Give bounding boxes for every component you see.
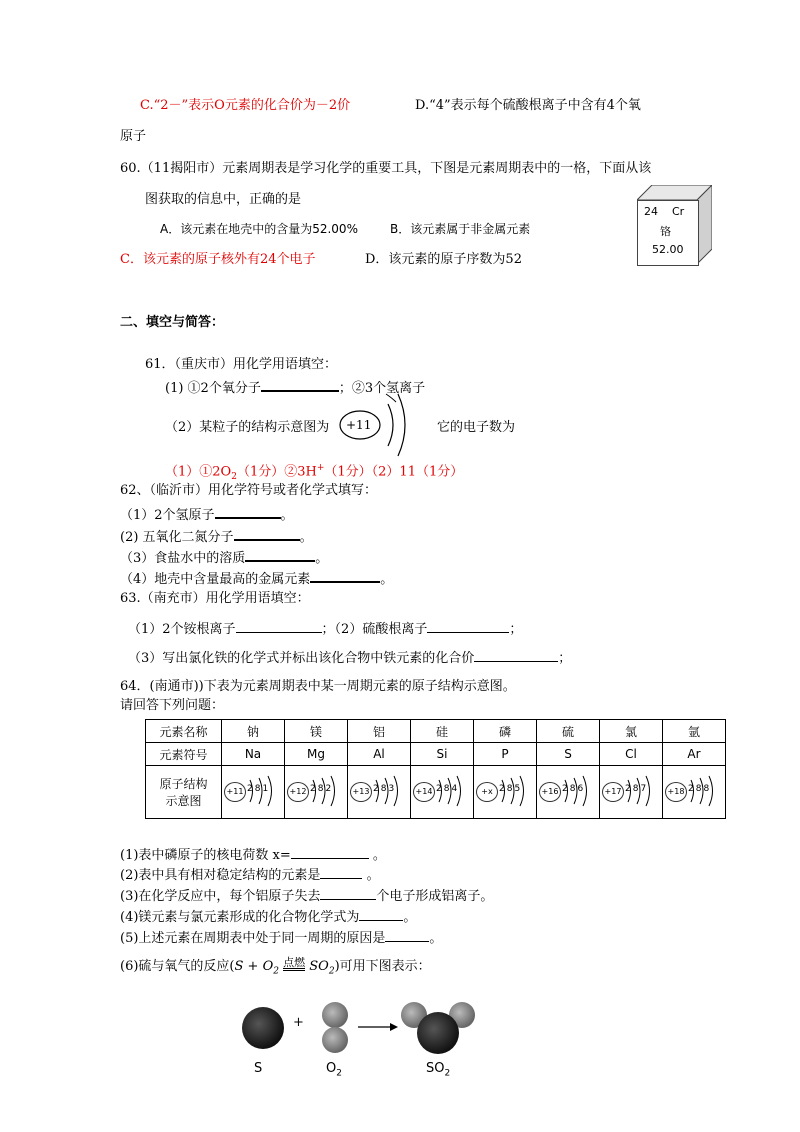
table-cell-name: 铝 — [348, 720, 411, 743]
q59-option-d-cont: 原子 — [120, 129, 147, 144]
eq-condition: 点燃 — [283, 956, 306, 969]
table-cell-symbol: Mg — [285, 743, 348, 766]
q62-blank-1[interactable] — [215, 505, 281, 519]
table-cell-symbol: Ar — [663, 743, 726, 766]
q64-sub1 — [120, 846, 386, 864]
q63-item-2-label: ；（2）硫酸根离子 — [321, 622, 428, 637]
row-label-name: 元素名称 — [146, 720, 222, 743]
q62-item-3-label: （3）食盐水中的溶质 — [120, 551, 246, 566]
table-cell-name: 硅 — [411, 720, 474, 743]
q60-option-a: A．该元素在地壳中的含量为52.00% — [160, 222, 358, 236]
q63-item-1-label: （1）2个铵根离子 — [128, 622, 236, 637]
q64-blank-5[interactable] — [385, 929, 429, 942]
label-o2 — [326, 1061, 342, 1079]
q64-sub3-label: (3)在化学反应中，每个铝原子失去 — [120, 889, 321, 904]
plus-sign: + — [293, 1015, 304, 1030]
q62-item-1-label: （1）2个氢原子 — [120, 508, 215, 523]
row-label-symbol: 元素符号 — [146, 743, 222, 766]
periodic-period-table — [145, 719, 726, 819]
atom-nucleus: +11 — [224, 782, 246, 802]
atom-cell — [222, 766, 285, 819]
q62-blank-3[interactable] — [245, 548, 315, 562]
shell-arcs-icon — [411, 771, 473, 811]
q61-answer-p1: （1）①2O — [165, 464, 232, 480]
q61-sub1-label: (1) ①2个氧分子 — [165, 381, 261, 396]
q63-blank-3[interactable] — [474, 649, 558, 662]
q59-option-d: D.“4”表示每个硫酸根离子中含有4个氧 — [415, 98, 641, 113]
cell-number: 24 — [644, 205, 658, 218]
atom-electrons: 283 — [373, 783, 397, 794]
q61-sub2-label: （2）某粒子的结构示意图为 — [165, 420, 330, 435]
atom-diagram — [663, 771, 725, 811]
q62-item-1 — [120, 505, 294, 524]
q64-sub4 — [120, 908, 416, 926]
q61-title: 61．（重庆市）用化学用语填空： — [145, 357, 338, 372]
q63-item-1 — [128, 620, 522, 638]
molecule-models-icon — [230, 995, 490, 1085]
q62-item-2-label: (2) 五氧化二氮分子 — [120, 530, 234, 545]
table-cell-symbol: Na — [222, 743, 285, 766]
q63-blank-1[interactable] — [236, 620, 322, 633]
q62-end-3: 。 — [315, 551, 329, 566]
q64-sub4-end: 。 — [403, 910, 417, 925]
row-label-structure-1: 原子结构 — [159, 777, 208, 791]
shell-arcs-icon — [537, 771, 599, 811]
eq-product: SO — [309, 959, 329, 974]
q64-blank-3[interactable] — [320, 887, 376, 900]
table-cell-name: 硫 — [537, 720, 600, 743]
q64-sub6-end: )可用下图表示： — [334, 959, 431, 974]
atom-electrons: 287 — [625, 783, 649, 794]
q60-line2: 图获取的信息中，正确的是 — [145, 192, 302, 207]
q62-item-2 — [120, 527, 313, 546]
table-cell-symbol: S — [537, 743, 600, 766]
q64-sub5-end: 。 — [429, 931, 443, 946]
q63-item-2-end: ； — [509, 622, 523, 637]
cell-mass: 52.00 — [652, 243, 684, 256]
table-cell-name: 镁 — [285, 720, 348, 743]
q62-end-2: 。 — [299, 530, 313, 545]
atom-diagram — [411, 771, 473, 811]
label-o2-base: O — [326, 1061, 337, 1076]
label-s: S — [254, 1061, 263, 1076]
q64-sub5-label: (5)上述元素在周期表中处于同一周期的原因是 — [120, 931, 386, 946]
table-cell-name: 磷 — [474, 720, 537, 743]
atom-cell — [663, 766, 726, 819]
q63-blank-2[interactable] — [427, 620, 509, 633]
q62-blank-4[interactable] — [310, 569, 380, 583]
atom-cell — [285, 766, 348, 819]
atom-cell — [411, 766, 474, 819]
q62-blank-2[interactable] — [234, 527, 300, 541]
q64-blank-4[interactable] — [359, 908, 403, 921]
q59-option-c: C.“2－”表示O元素的化合价为－2价 — [140, 98, 351, 113]
periodic-cell — [637, 185, 712, 265]
atom-electrons: 285 — [499, 783, 523, 794]
q64-sub5 — [120, 929, 442, 947]
label-so2-sub: 2 — [444, 1068, 451, 1079]
table-cell-name: 氩 — [663, 720, 726, 743]
atom-electrons: 281 — [247, 783, 271, 794]
q61-sub2-end: 它的电子数为 — [437, 420, 516, 435]
q62-item-3 — [120, 548, 328, 567]
q63-item-3-label: （3）写出氯化铁的化学式并标出该化合物中铁元素的化合价 — [128, 651, 475, 666]
q64-sub2-label: (2)表中具有相对稳定结构的元素是 — [120, 868, 321, 883]
reaction-diagram — [230, 995, 490, 1085]
q62-end-1: 。 — [280, 508, 294, 523]
q64-sub4-label: (4)镁元素与氯元素形成的化合物化学式为 — [120, 910, 360, 925]
q62-item-4 — [120, 569, 393, 588]
q62-end-4: 。 — [380, 572, 394, 587]
eq-reactants: S + O — [234, 959, 274, 974]
q61-answer-p3: （1分）（2）11（1分） — [324, 464, 464, 480]
q60-option-d: D．该元素的原子序数为52 — [365, 252, 522, 267]
atom-electrons: 284 — [436, 783, 460, 794]
q64-sub6-label: (6)硫与氧气的反应( — [120, 959, 235, 974]
q61-sub1-label-b: ；②3个氢离子 — [338, 381, 426, 396]
q64-title: 64．(南通市))下表为元素周期表中某一周期元素的原子结构示意图。 — [120, 679, 516, 694]
label-o2-sub: 2 — [336, 1068, 342, 1079]
atom-diagram — [285, 771, 347, 811]
atom-electrons: 288 — [688, 783, 712, 794]
atom-cell — [537, 766, 600, 819]
q64-sub3-end: 个电子形成铝离子。 — [376, 889, 494, 904]
q60-option-b: B．该元素属于非金属元素 — [390, 222, 531, 236]
q64-sub3 — [120, 887, 493, 905]
atom-diagram — [600, 771, 662, 811]
table-cell-name: 氯 — [600, 720, 663, 743]
q61-blank1[interactable] — [261, 378, 339, 392]
atom-cell — [348, 766, 411, 819]
atom-diagram — [537, 771, 599, 811]
q64-blank-2[interactable] — [320, 866, 362, 879]
q64-sub1-end: 。 — [372, 848, 386, 863]
table-cell-name: 钠 — [222, 720, 285, 743]
q63-item-3 — [128, 649, 571, 667]
atom-electrons: 282 — [310, 783, 334, 794]
label-so2-base: SO — [426, 1061, 445, 1076]
atom-cell — [474, 766, 537, 819]
table-cell-symbol: Si — [411, 743, 474, 766]
section2-title: 二、填空与简答： — [120, 315, 225, 330]
row-label-structure — [146, 766, 222, 819]
q64-sub1-label: (1)表中磷原子的核电荷数 x= — [120, 848, 291, 863]
q61-nucleus: +11 — [346, 418, 372, 432]
q63-item-3-end: ； — [558, 651, 572, 666]
q60-line1: 60.（11揭阳市）元素周期表是学习化学的重要工具，下图是元素周期表中的一格，下面从该 — [120, 161, 652, 176]
atom-nucleus: +12 — [287, 782, 309, 802]
table-cell-symbol: P — [474, 743, 537, 766]
cell-name: 铬 — [660, 225, 671, 238]
row-label-structure-2: 示意图 — [165, 794, 202, 808]
shell-arcs-icon — [222, 771, 284, 811]
cell-symbol: Cr — [672, 205, 685, 218]
atom-diagram — [348, 771, 410, 811]
label-so2 — [426, 1061, 450, 1079]
q64-blank-1[interactable] — [291, 846, 369, 859]
atom-electrons: 286 — [562, 783, 586, 794]
atom-cell — [600, 766, 663, 819]
q64-equation: $S + O_2$ 点燃 $SO_2$ — [234, 956, 335, 977]
q62-title: 62、（临沂市）用化学符号或者化学式填写： — [120, 483, 378, 498]
table-cell-symbol: Cl — [600, 743, 663, 766]
atom-nucleus: +14 — [413, 782, 435, 802]
atom-diagram — [474, 771, 536, 811]
shell-arcs-icon — [285, 771, 347, 811]
atom-nucleus: +17 — [602, 782, 624, 802]
atom-nucleus: +13 — [350, 782, 372, 802]
cell-face — [637, 200, 699, 266]
q64-sub6 — [120, 958, 431, 977]
atom-nucleus: +18 — [665, 782, 687, 802]
atom-nucleus: +x — [476, 782, 498, 802]
atom-nucleus: +16 — [539, 782, 561, 802]
q60-option-c: C．该元素的原子核外有24个电子 — [120, 252, 316, 267]
q61-answer: $(1)①2O_2(1$分）②3H+（1分）（2）11（1分） — [165, 463, 464, 482]
shell-arcs-icon — [600, 771, 662, 811]
shell-arcs-icon — [474, 771, 536, 811]
shell-arcs-icon — [348, 771, 410, 811]
atom-diagram — [222, 771, 284, 811]
q62-item-4-label: （4）地壳中含量最高的金属元素 — [120, 572, 311, 587]
q61-atom-diagram — [336, 380, 426, 460]
table-cell-symbol: Al — [348, 743, 411, 766]
shell-arcs-icon — [663, 771, 725, 811]
q61-answer-p2: （1分）②3H — [236, 464, 317, 480]
q64-sub2 — [120, 866, 380, 884]
q64-line2: 请回答下列问题： — [120, 698, 225, 713]
q64-sub2-end: 。 — [366, 868, 380, 883]
q63-title: 63.（南充市）用化学用语填空： — [120, 591, 310, 606]
